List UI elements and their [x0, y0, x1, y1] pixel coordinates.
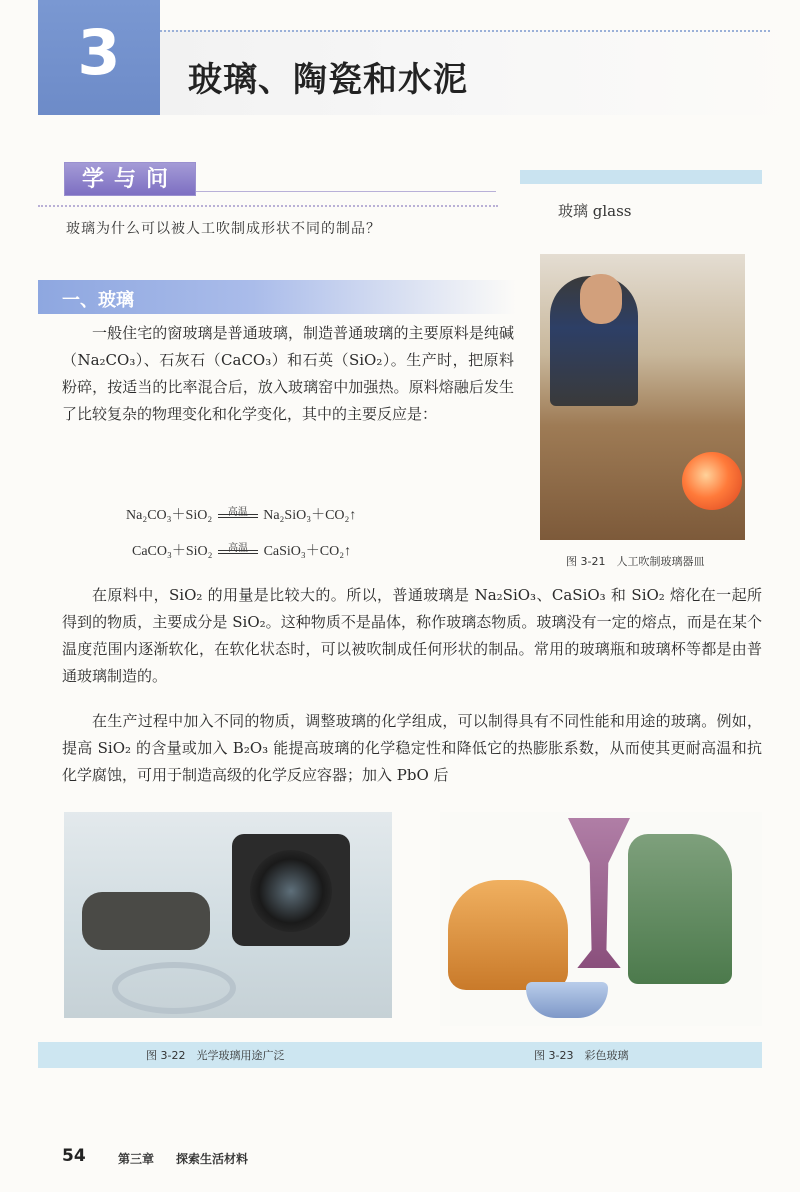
figure-3-21-caption: 图 3-21 人工吹制玻璃器皿 — [566, 555, 705, 568]
learn-ask-dotted-rule — [38, 205, 498, 207]
magnifying-glass — [112, 962, 236, 1014]
glassblower-photo — [540, 254, 745, 540]
colored-glass-photo — [440, 812, 762, 1026]
camera-lens — [250, 850, 332, 932]
footer-chapter-label: 第三章 — [118, 1152, 155, 1166]
page-number: 54 — [62, 1146, 86, 1166]
footer-chapter-name: 探索生活材料 — [176, 1152, 249, 1166]
equation-2-sign — [218, 542, 258, 554]
learn-ask-rule — [196, 191, 496, 192]
header-dotted-rule — [160, 30, 770, 32]
equation-sodium — [126, 504, 356, 524]
paragraph-special-glass: 在生产过程中加入不同的物质，调整玻璃的化学组成，可以制得具有不同性能和用途的玻璃。例如，提高 SiO₂ 的含量或加入 B₂O₃ 能提高玻璃的化学稳定性和降低它的热膨胀系数，从而使其更耐高温和抗化学腐蚀，可用于制造高级的化学反应容器；加入 PbO 后 — [62, 712, 762, 784]
equation-1-reactants: Na₂CO₃＋SiO₂ — [126, 508, 213, 523]
purple-vase — [568, 818, 630, 968]
section-title: 一、玻璃 — [62, 290, 134, 311]
blue-bowl — [526, 982, 608, 1018]
figure-3-23-caption: 图 3-23 彩色玻璃 — [534, 1049, 629, 1062]
molten-glass-glow — [682, 452, 742, 510]
equation-2-products: CaSiO₃＋CO₂↑ — [263, 544, 352, 559]
equation-2-reactants: CaCO₃＋SiO₂ — [132, 544, 213, 559]
green-pitcher — [628, 834, 732, 984]
glassblower-head — [580, 274, 622, 324]
learn-ask-question: 玻璃为什么可以被人工吹制成形状不同的制品？ — [66, 221, 381, 237]
equation-1-products: Na₂SiO₃＋CO₂↑ — [263, 508, 357, 523]
equation-calcium — [132, 540, 351, 560]
amber-hen-dish — [448, 880, 568, 990]
equation-2-condition: 高温 — [228, 542, 249, 554]
glossary-term: 玻璃 glass — [558, 202, 632, 220]
binoculars — [82, 892, 210, 950]
equation-1-sign — [218, 506, 258, 518]
figure-3-22-caption: 图 3-22 光学玻璃用途广泛 — [146, 1049, 285, 1062]
page-title: 玻璃、陶瓷和水泥 — [188, 60, 468, 100]
paragraph-composition: 在原料中，SiO₂ 的用量是比较大的。所以，普通玻璃是 Na₂SiO₃、CaSiO₃ 和 SiO₂ 熔化在一起所得到的物质，主要成分是 SiO₂。这种物质不是晶体，称作玻璃态物质。玻璃没有一定的熔点，而是在某个温度范围内逐渐软化，在软化状态时，可以被吹制成任何形状的制品。常用的玻璃瓶和玻璃杯等都是由普通玻璃制造的。 — [62, 586, 762, 685]
optical-glass-photo — [64, 812, 392, 1018]
equation-1-condition: 高温 — [227, 506, 248, 518]
glossary-bar — [520, 170, 762, 184]
learn-ask-badge: 学与问 — [64, 162, 196, 196]
chapter-number: 3 — [77, 16, 121, 89]
paragraph-intro: 一般住宅的窗玻璃是普通玻璃，制造普通玻璃的主要原料是纯碱（Na₂CO₃）、石灰石（CaCO₃）和石英（SiO₂）。生产时，把原料粉碎，按适当的比率混合后，放入玻璃窑中加强热。原料熔融后发生了比较复杂的物理变化和化学变化，其中的主要反应是： — [62, 324, 514, 423]
